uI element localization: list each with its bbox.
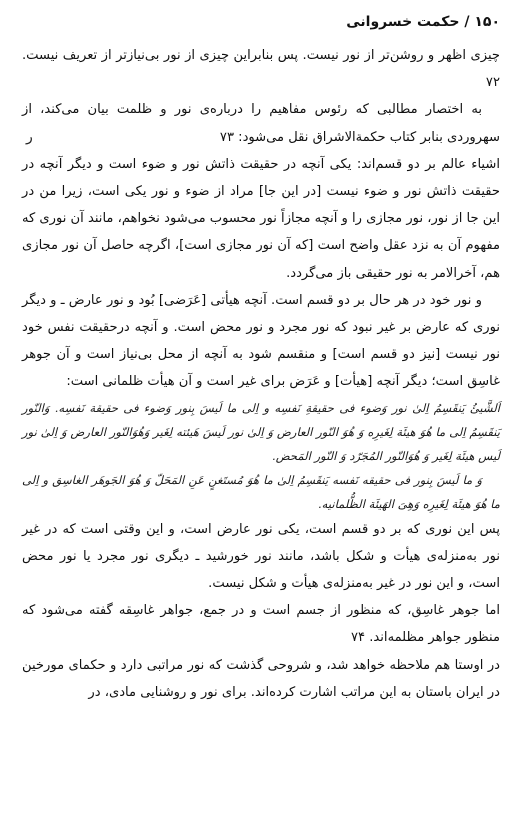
paragraph-6: اما جوهر غاسِق، که منظور از جسم است و در جمع، جواهر غاسِقه گفته می‌شود که منظور جواهر مظلمه‌اند. ۷۴ <box>22 603 500 646</box>
paragraph-1: چیزی اظهر و روشن‌تر از نور نیست. پس بنابراین چیزی از نور بی‌نیازتر از تعریف نیست. ۷۲ <box>22 48 500 91</box>
arabic-quote-2: وَ ما لَیسَ بِنور فی حقیقه نَفسه یَنقَسِمُ اِلیٰ ما هُوَ مُستَغنٍ عَنِ المَحَلّ وَ هُوَ الجَوهَر الغاسِق و اِلی ما هُوَ هیئَة لِغَیرِه وَهِیَ الهَیئَة الظُّلمانیه. <box>22 472 500 511</box>
paragraph-5: پس این نوری که بر دو قسم است، یکی نور عارض است، و این وقتی است که در غیر نور به‌منزله‌ی هیأت و شکل باشد، مانند نور خورشید ـ دیگری نور مجرد یا نور محض است، و این نور در غیر به‌منزله‌ی هیأت و شکل نیست. <box>22 521 500 592</box>
paragraph-2: به اختصار مطالبی که رئوس مفاهیم را درباره‌ی نور و ظلمت بیان می‌کند، از سهروردی بنابر کتاب حکمةالاشراق نقل می‌شود: ۷۳ <box>22 102 500 145</box>
paragraph-7: در اوستا هم ملاحظه خواهد شد، و شروحی گذشت که نور مراتبی دارد و حکمای مورخین در ایران باستان به این مراتب اشارت کرده‌اند. برای نور و روشنایی مادی، در <box>22 657 500 700</box>
paragraph-4: و نور خود در هر حال بر دو قسم است. آنچه هیأتی [عَرَضی] بُود و نور عارض ـ و دیگر نوری که عارض بر غیر نبود که نور مجرد و نور محض است. و آنچه درحقیقت نفس خود نور نیست [نیز دو قسم است] و منقسم شود به آنچه از محل بی‌نیاز است و آن جوهر غاسِق است؛ دیگر آنچه [هیأت] و عَرَض برای غیر است و آن هیأت ظلمانی است: <box>22 292 500 390</box>
arabic-quote-1: اَلشَّیئُ یَنقَسِمُ اِلیٰ نور وَضوء فی حقیقةِ نَفسِه و اِلی ما لَیسَ بِنور وَضوء فی حقیقة نَفسِه. وَالنّور یَنقَسِمُ اِلی ما هُوَ هیئَة لِغَیرِه وَ هُوَ النّور العارض وَ اِلیٰ نور لَیسَ هَیئته لِغَیر وَهُوَالنّور العارض وَ اِلیٰ نور لَیس هیئَة لِغَیر وَ هُوَالنّور المُجَرّد وَ النّور المَحض. <box>22 400 500 463</box>
margin-mark: ر <box>26 129 33 145</box>
page-header: ۱۵۰ / حکمت خسروانی <box>346 14 500 30</box>
paragraph-3: اشیاء عالم بر دو قسم‌اند: یکی آنچه در حقیقت ذاتش نور و ضوء است و دیگر آنچه در حقیقت ذاتش نور و ضوء نیست [در این جا] مراد از ضوء و نور یکی است، زیرا من در این جا از نور، نور مجازی را و آنچه مجازاً نور محسوب می‌شود نخواهم، مانند آن نوری که مفهوم آن به نزد عقل واضح است [که آن نور مجازی است]، اگرچه حاصل آن نور مجازی هم، آخرالامر به نور حقیقی باز می‌گردد. <box>22 156 500 281</box>
